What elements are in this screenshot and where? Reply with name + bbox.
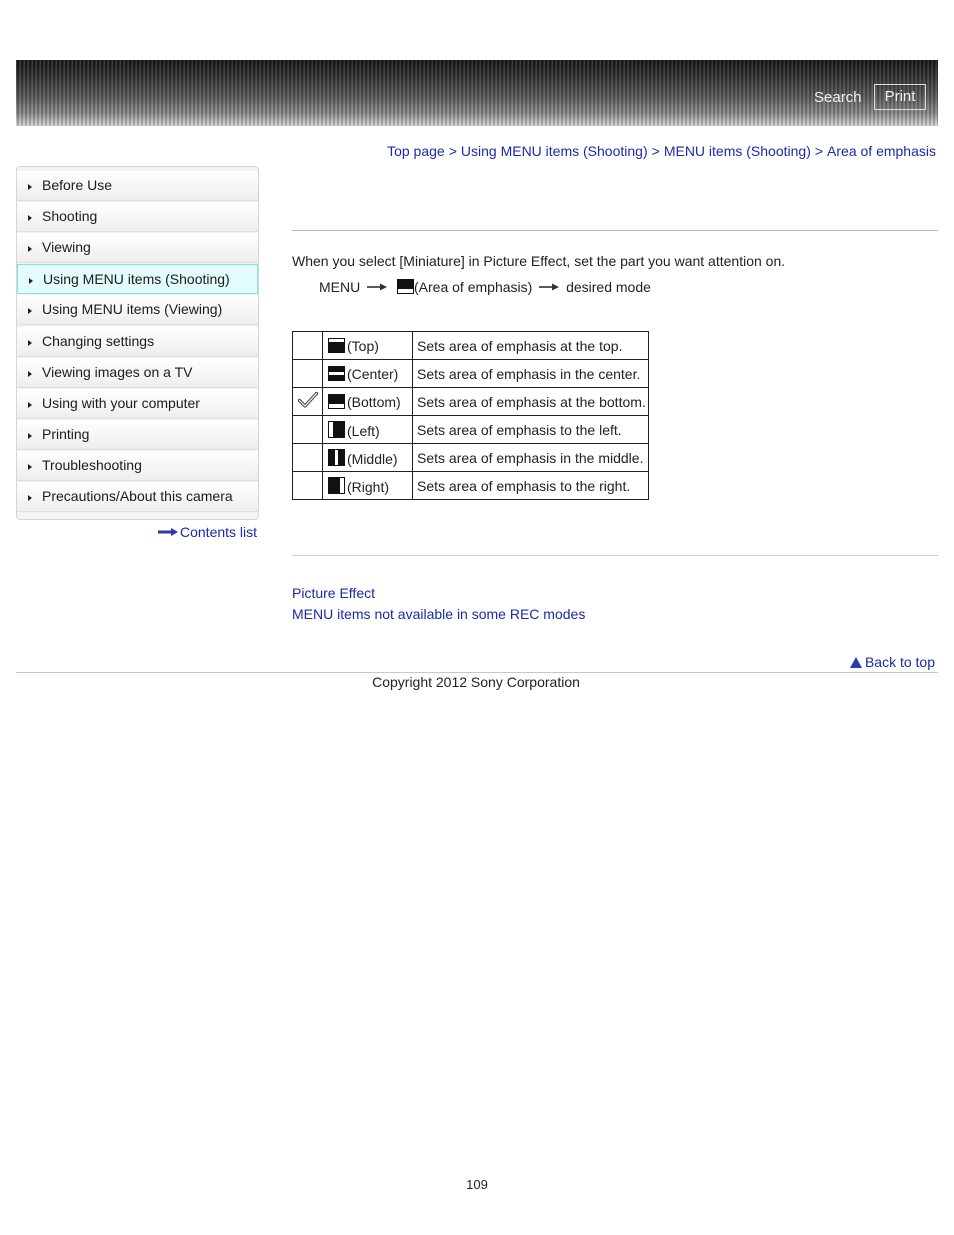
sidebar-item-viewing[interactable] [17,233,258,263]
option-name-cell [323,332,413,360]
sidebar-nav [16,166,259,520]
check-cell [293,416,323,444]
triangle-right-icon [28,215,32,221]
sidebar-item-before-use[interactable] [17,171,258,201]
option-desc: Sets area of emphasis to the left. [413,416,649,444]
check-cell [293,332,323,360]
sidebar-item-label: Before Use [42,177,113,193]
option-name: (Left) [347,422,380,439]
check-cell [293,360,323,388]
emphasis-bottom-icon [328,394,345,409]
sidebar-item-label: Printing [42,426,90,442]
check-cell [293,472,323,500]
triangle-right-icon [28,495,32,501]
checkmark-icon [298,391,318,409]
emphasis-left-icon [328,421,345,438]
page-number: 109 [466,1177,488,1192]
breadcrumb-top-page[interactable]: Top page [387,143,445,159]
related-divider [292,555,938,556]
back-to-top-link[interactable] [850,654,935,670]
area-of-emphasis-bottom-icon [397,279,414,294]
content-divider [292,230,938,231]
sidebar-item-viewing-on-tv[interactable] [17,358,258,388]
copyright [0,674,954,690]
option-desc: Sets area of emphasis at the top. [413,332,649,360]
triangle-right-icon [28,402,32,408]
table-row [293,444,649,472]
breadcrumb [387,143,936,159]
sidebar-item-label: Viewing [42,239,91,255]
triangle-right-icon [28,184,32,190]
options-table [292,331,649,500]
option-name: (Top) [347,337,379,354]
contents-list-label: Contents list [180,524,258,540]
emphasis-right-icon [328,477,345,494]
sidebar-item-printing[interactable] [17,420,258,450]
breadcrumb-menu-items-shooting[interactable]: MENU items (Shooting) [663,143,811,159]
breadcrumb-using-menu-shooting[interactable]: Using MENU items (Shooting) [460,143,648,159]
table-row [293,388,649,416]
option-desc: Sets area of emphasis in the middle. [413,444,649,472]
option-desc: Sets area of emphasis at the bottom. [413,388,649,416]
option-desc: Sets area of emphasis to the right. [413,472,649,500]
option-name-cell [323,388,413,416]
triangle-right-icon [28,246,32,252]
arrow-right-icon [158,528,178,536]
sidebar-item-label: Changing settings [42,333,155,349]
contents-list-link[interactable] [158,524,257,540]
menu-path-menu: MENU [319,279,361,295]
sidebar-item-using-with-computer[interactable] [17,389,258,419]
footer-divider [16,672,938,673]
menu-path-end: desired mode [566,279,651,295]
option-name-cell [323,360,413,388]
sidebar-item-label: Viewing images on a TV [42,364,193,380]
table-row [293,472,649,500]
emphasis-top-icon [328,338,345,353]
emphasis-middle-icon [328,449,345,466]
option-name: (Right) [347,478,390,495]
sidebar-item-precautions[interactable] [17,482,258,512]
option-desc: Sets area of emphasis in the center. [413,360,649,388]
back-to-top-label: Back to top [864,654,935,670]
triangle-right-icon [28,340,32,346]
sidebar-item-label: Using MENU items (Viewing) [42,301,223,317]
menu-path-item: (Area of emphasis) [414,279,533,295]
triangle-right-icon [28,308,32,314]
sidebar-item-using-menu-shooting[interactable] [17,264,258,294]
breadcrumb-separator: > [448,143,457,159]
arrow-right-icon [367,283,387,291]
sidebar-item-label: Troubleshooting [42,457,142,473]
sidebar-item-label: Using MENU items (Shooting) [43,271,230,287]
option-name-cell [323,444,413,472]
arrow-right-icon [539,283,559,291]
breadcrumb-separator: > [651,143,660,159]
sidebar-item-troubleshooting[interactable] [17,451,258,481]
triangle-right-icon [28,464,32,470]
emphasis-center-icon [328,366,345,381]
triangle-right-icon [29,278,33,284]
copyright-text: Copyright 2012 Sony Corporation [372,674,580,690]
related-link-picture-effect[interactable]: Picture Effect [292,585,376,601]
breadcrumb-area-of-emphasis[interactable]: Area of emphasis [827,143,936,159]
intro-text: When you select [Miniature] in Picture Effect, set the part you want attention on. [292,253,786,269]
header-bar [16,60,938,126]
sidebar-item-label: Shooting [42,208,98,224]
table-row [293,360,649,388]
sidebar-item-using-menu-viewing[interactable] [17,295,258,325]
print-button[interactable]: Print [874,84,926,110]
sidebar-item-label: Using with your computer [42,395,200,411]
menu-path [319,279,651,295]
sidebar-item-shooting[interactable] [17,202,258,232]
option-name: (Bottom) [347,393,401,410]
triangle-right-icon [28,433,32,439]
option-name: (Center) [347,365,399,382]
table-row [293,416,649,444]
triangle-right-icon [28,371,32,377]
check-cell [293,444,323,472]
triangle-up-icon [850,657,862,668]
option-name-cell [323,416,413,444]
sidebar-item-label: Precautions/About this camera [42,488,233,504]
check-cell [293,388,323,416]
option-name-cell [323,472,413,500]
sidebar-item-changing-settings[interactable] [17,327,258,357]
table-row [293,332,649,360]
related-link-menu-not-available[interactable]: MENU items not available in some REC modes [292,606,586,622]
option-name: (Middle) [347,450,398,467]
breadcrumb-separator: > [814,143,824,159]
search-button[interactable]: Search [814,89,862,106]
